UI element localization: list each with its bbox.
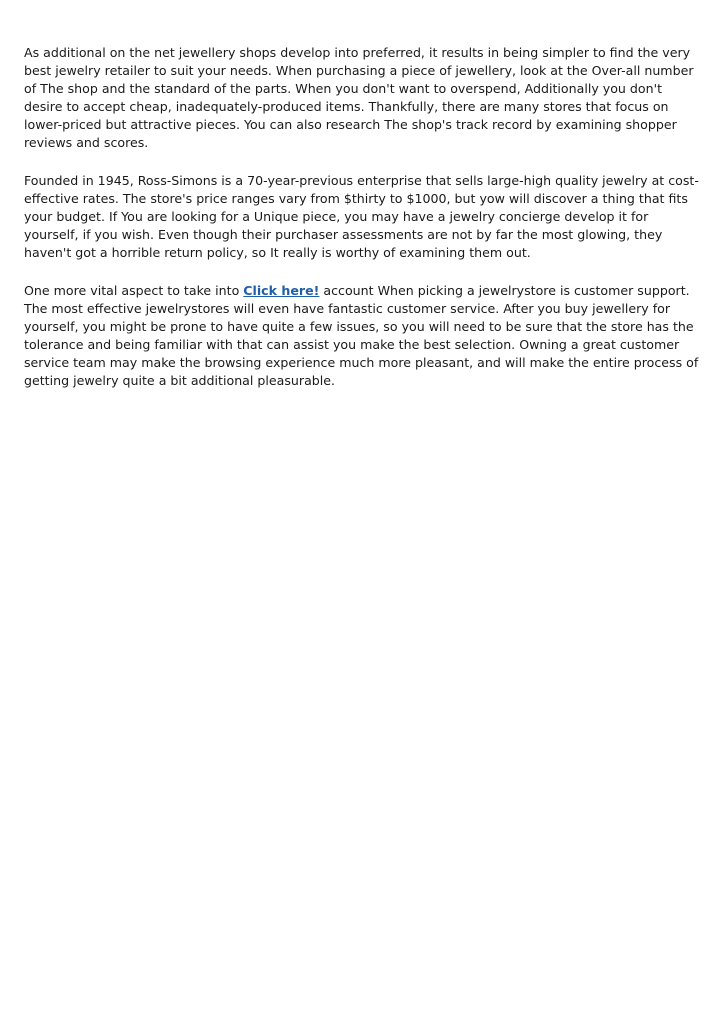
paragraph-2: Founded in 1945, Ross-Simons is a 70-year-previous enterprise that sells large-high quality jewelry at cost-effective rates. The store's price ranges vary from $thirty to $1000, but yow will discover a thing that fits your budget. If You are looking for a Unique piece, you may have a jewelry concierge develop it for yourself, if you wish. Even though their purchaser assessments are not by far the most glowing, they haven't got a horrible return policy, so It really is worthy of examining them out. xyxy=(24,173,699,260)
document-page xyxy=(24,44,700,410)
click-here-link[interactable]: Click here! xyxy=(243,283,320,298)
paragraph-3-body-text: account When picking a jewelrystore is customer support. The most effective jewelrystores will even have fantastic customer service. After you buy jewellery for yourself, you might be prone to have quite a few issues, so you will need to be sure that the store has the tolerance and being familiar with that can assist you make the best selection. Owning a great customer service team may make the browsing experience much more pleasant, and will make the entire process of getting jewelry quite a bit additional pleasurable. xyxy=(24,283,699,388)
paragraph-3 xyxy=(24,282,700,390)
paragraph-3-lead-text: One more vital aspect to take into xyxy=(24,283,244,298)
paragraph-1: As additional on the net jewellery shops develop into preferred, it results in being simpler to find the very best jewelry retailer to suit your needs. When purchasing a piece of jewellery, look at the Over-all number of The shop and the standard of the parts. When you don't want to overspend, Additionally you don't desire to accept cheap, inadequately-produced items. Thankfully, there are many stores that focus on lower-priced but attractive pieces. You can also research The shop's track record by examining shopper reviews and scores. xyxy=(24,45,694,150)
